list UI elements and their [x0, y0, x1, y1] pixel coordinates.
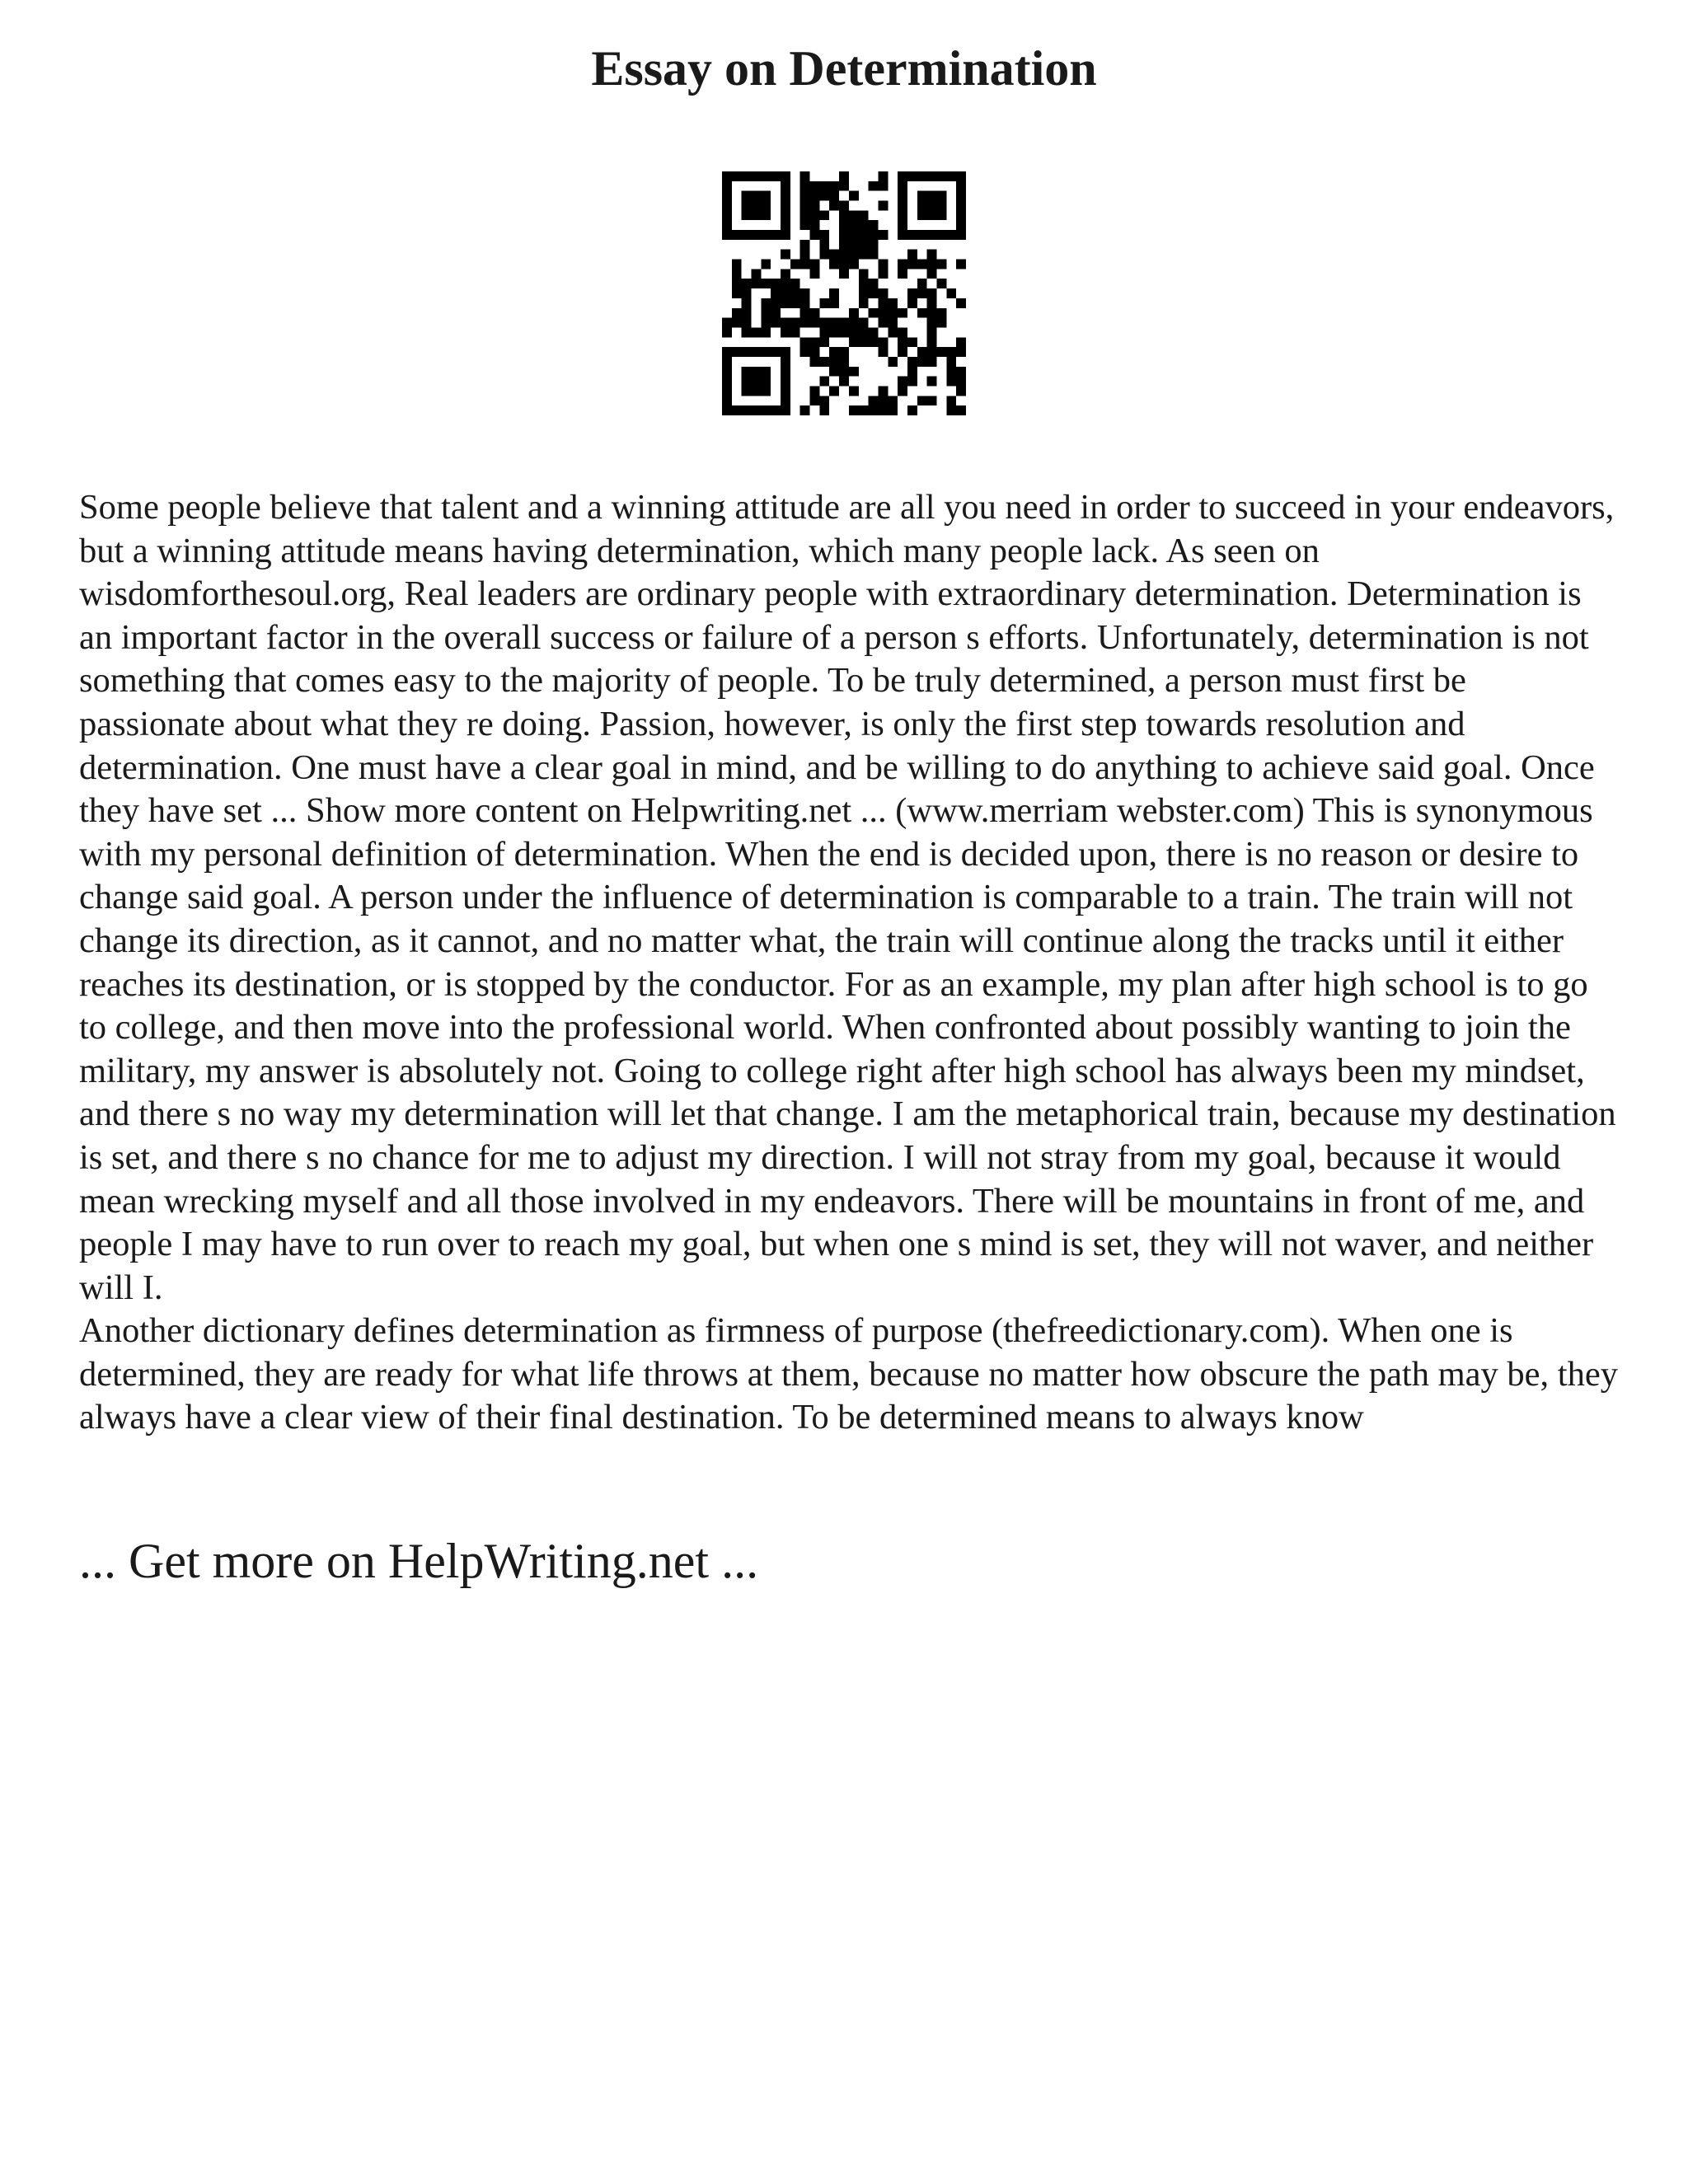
- document-title: Essay on Determination: [591, 41, 1097, 96]
- essay-paragraph-1: Some people believe that talent and a winning attitude are all you need in order to succeed in your endeavors, but a winning attitude means having determination, which many people lack. As seen on wisdomforthesoul.org, Real leaders are ordinary people with extraordinary determination. Determination is an important factor in the overall success or failure of a person s efforts. Unfortunately, determination is not something that comes easy to the majority of people. To be truly determined, a person must first be passionate about what they re doing. Passion, however, is only the first step towards resolution and determination. One must have a clear goal in mind, and be willing to do anything to achieve said goal. Once they have set ... Show more content on Helpwriting.net ... (www.merriam webster.com) This is synonymous with my personal definition of determination. When the end is decided upon, there is no reason or desire to change said goal. A person under the influence of determination is comparable to a train. The train will not change its direction, as it cannot, and no matter what, the train will continue along the tracks until it either reaches its destination, or is stopped by the conductor. For as an example, my plan after high school is to go to college, and then move into the professional world. When confronted about possibly wanting to join the military, my answer is absolutely not. Going to college right after high school has always been my mindset, and there s no way my determination will let that change. I am the metaphorical train, because my destination is set, and there s no chance for me to adjust my direction. I will not stray from my goal, because it would mean wrecking myself and all those involved in my endeavors. There will be mountains in front of me, and people I may have to run over to reach my goal, but when one s mind is set, they will not waver, and neither will I.: [79, 488, 1616, 1307]
- get-more-link[interactable]: ... Get more on HelpWriting.net ...: [79, 1534, 759, 1588]
- essay-body: [79, 486, 1620, 1440]
- essay-paragraph-2: Another dictionary defines determination as firmness of purpose (thefreedictionary.com). When one is determined, they are ready for what life throws at them, because no matter how obscure the path may be, they always have a clear view of their final destination. To be determined means to always know: [79, 1311, 1618, 1437]
- qr-code-icon: [722, 171, 966, 415]
- qr-code[interactable]: [722, 171, 966, 415]
